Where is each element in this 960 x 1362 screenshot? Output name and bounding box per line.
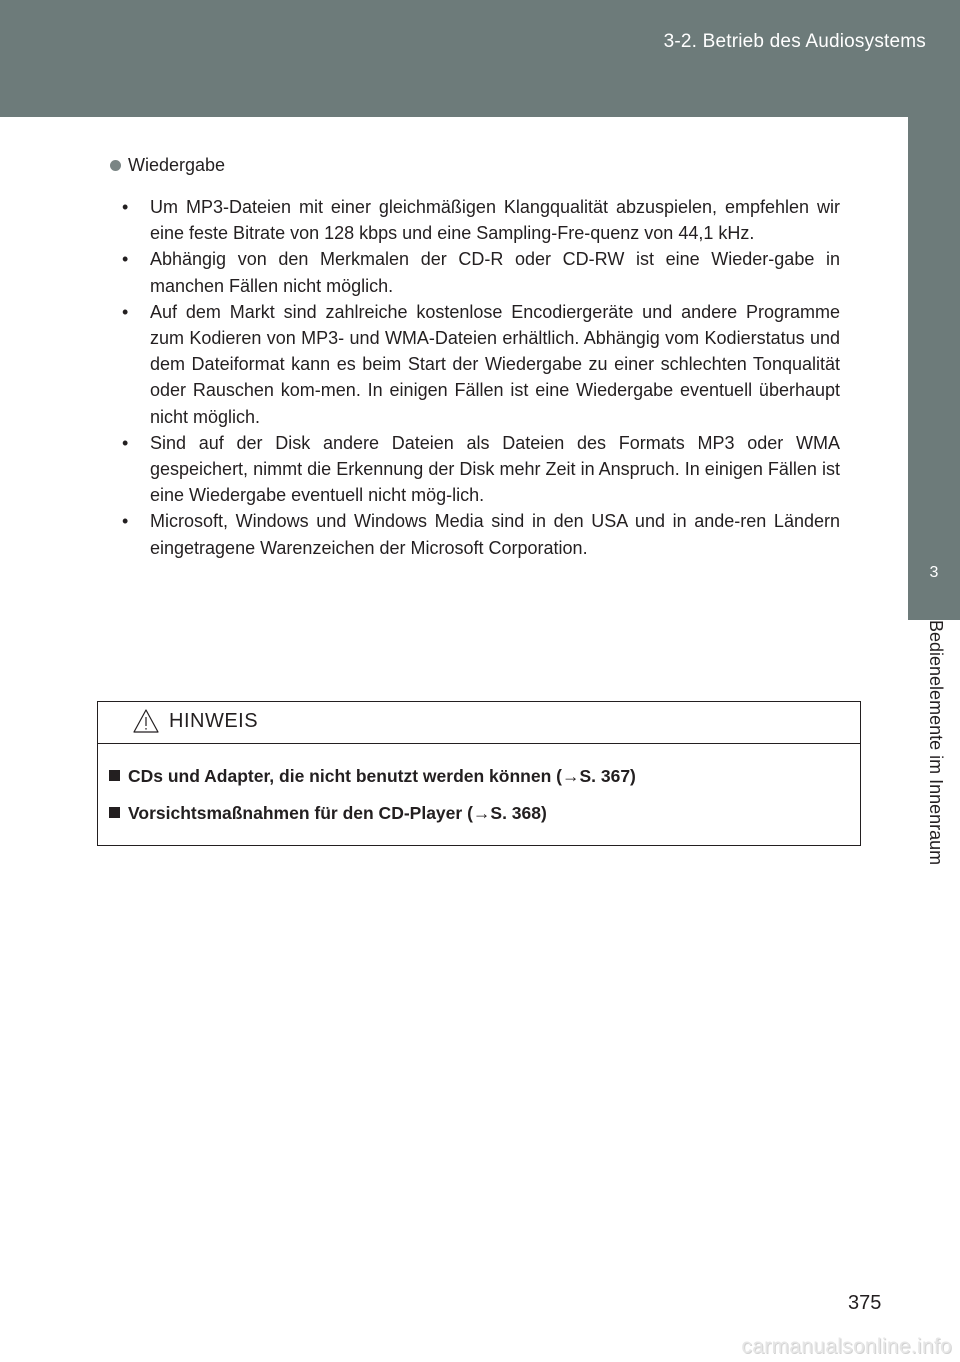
- list-item: [108, 246, 840, 298]
- warning-triangle-icon: [132, 708, 160, 734]
- bullet-mark: •: [122, 511, 129, 532]
- list-item-text: Sind auf der Disk andere Dateien als Dateien des Formats MP3 oder WMA gespeichert, nimmt die Erkennung der Disk mehr Zeit in Anspruch. In einigen Fällen ist eine Wiedergabe eventuell nicht mög-lich.: [150, 432, 840, 506]
- notice-items: [108, 764, 838, 838]
- watermark: carmanualsonline.info: [741, 1335, 952, 1358]
- list-item: [108, 194, 840, 246]
- chapter-label-area: [908, 620, 960, 920]
- chapter-tab: [908, 117, 960, 1362]
- list-item-text: Auf dem Markt sind zahlreiche kostenlose Encodiergeräte und andere Programme zum Kodieren von MP3- und WMA-Dateien erhältlich. Abhängig vom Kodierstatus und dem Dateiformat kann es beim Start der Wiedergabe zu einer schlechten Tonqualität oder Rauschen kom-men. In einigen Fällen ist eine Wiedergabe eventuell überhaupt nicht möglich.: [150, 301, 840, 427]
- square-bullet-icon: [109, 807, 120, 818]
- chapter-tab-lower: [908, 920, 960, 1362]
- chapter-tab-upper: [908, 117, 960, 530]
- main-content: [108, 152, 840, 561]
- bullet-mark: •: [122, 301, 129, 322]
- section-title: 3-2. Betrieb des Audiosystems: [663, 31, 926, 52]
- page-number: 375: [848, 1292, 882, 1314]
- section-heading: [108, 152, 840, 178]
- bullet-mark: •: [122, 249, 129, 270]
- notice-title: HINWEIS: [169, 710, 259, 732]
- list-item: [108, 508, 840, 560]
- section-heading-text: Wiedergabe: [128, 155, 226, 175]
- bullet-list: [108, 194, 840, 561]
- square-bullet-icon: [109, 770, 120, 781]
- notice-item-text: Vorsichtsmaßnahmen für den CD-Player (→S. 368): [128, 803, 547, 823]
- list-item-text: Microsoft, Windows und Windows Media sind in den USA und in ande-ren Ländern eingetragene Warenzeichen der Microsoft Corporation.: [150, 511, 840, 558]
- bullet-mark: •: [122, 197, 129, 217]
- notice-header: [98, 702, 860, 744]
- notice-item: [108, 801, 838, 825]
- list-item: [108, 299, 840, 430]
- notice-box: [97, 701, 861, 846]
- header-band: [0, 0, 960, 117]
- list-item-text: Um MP3-Dateien mit einer gleichmäßigen Klangqualität abzuspielen, empfehlen wir eine feste Bitrate von 128 kbps und eine Sampling-Fre-quenz von 44,1 kHz.: [150, 197, 840, 244]
- bullet-mark: •: [122, 432, 129, 453]
- list-item: [108, 430, 840, 509]
- notice-item: [108, 764, 838, 788]
- chapter-label: Bedienelemente im Innenraum: [926, 620, 946, 866]
- notice-item-text: CDs und Adapter, die nicht benutzt werden können (→S. 367): [128, 766, 636, 786]
- circle-bullet-icon: [110, 160, 121, 171]
- chapter-number: 3: [908, 530, 960, 620]
- list-item-text: Abhängig von den Merkmalen der CD-R oder CD-RW ist eine Wieder-gabe in manchen Fällen nicht möglich.: [150, 249, 840, 296]
